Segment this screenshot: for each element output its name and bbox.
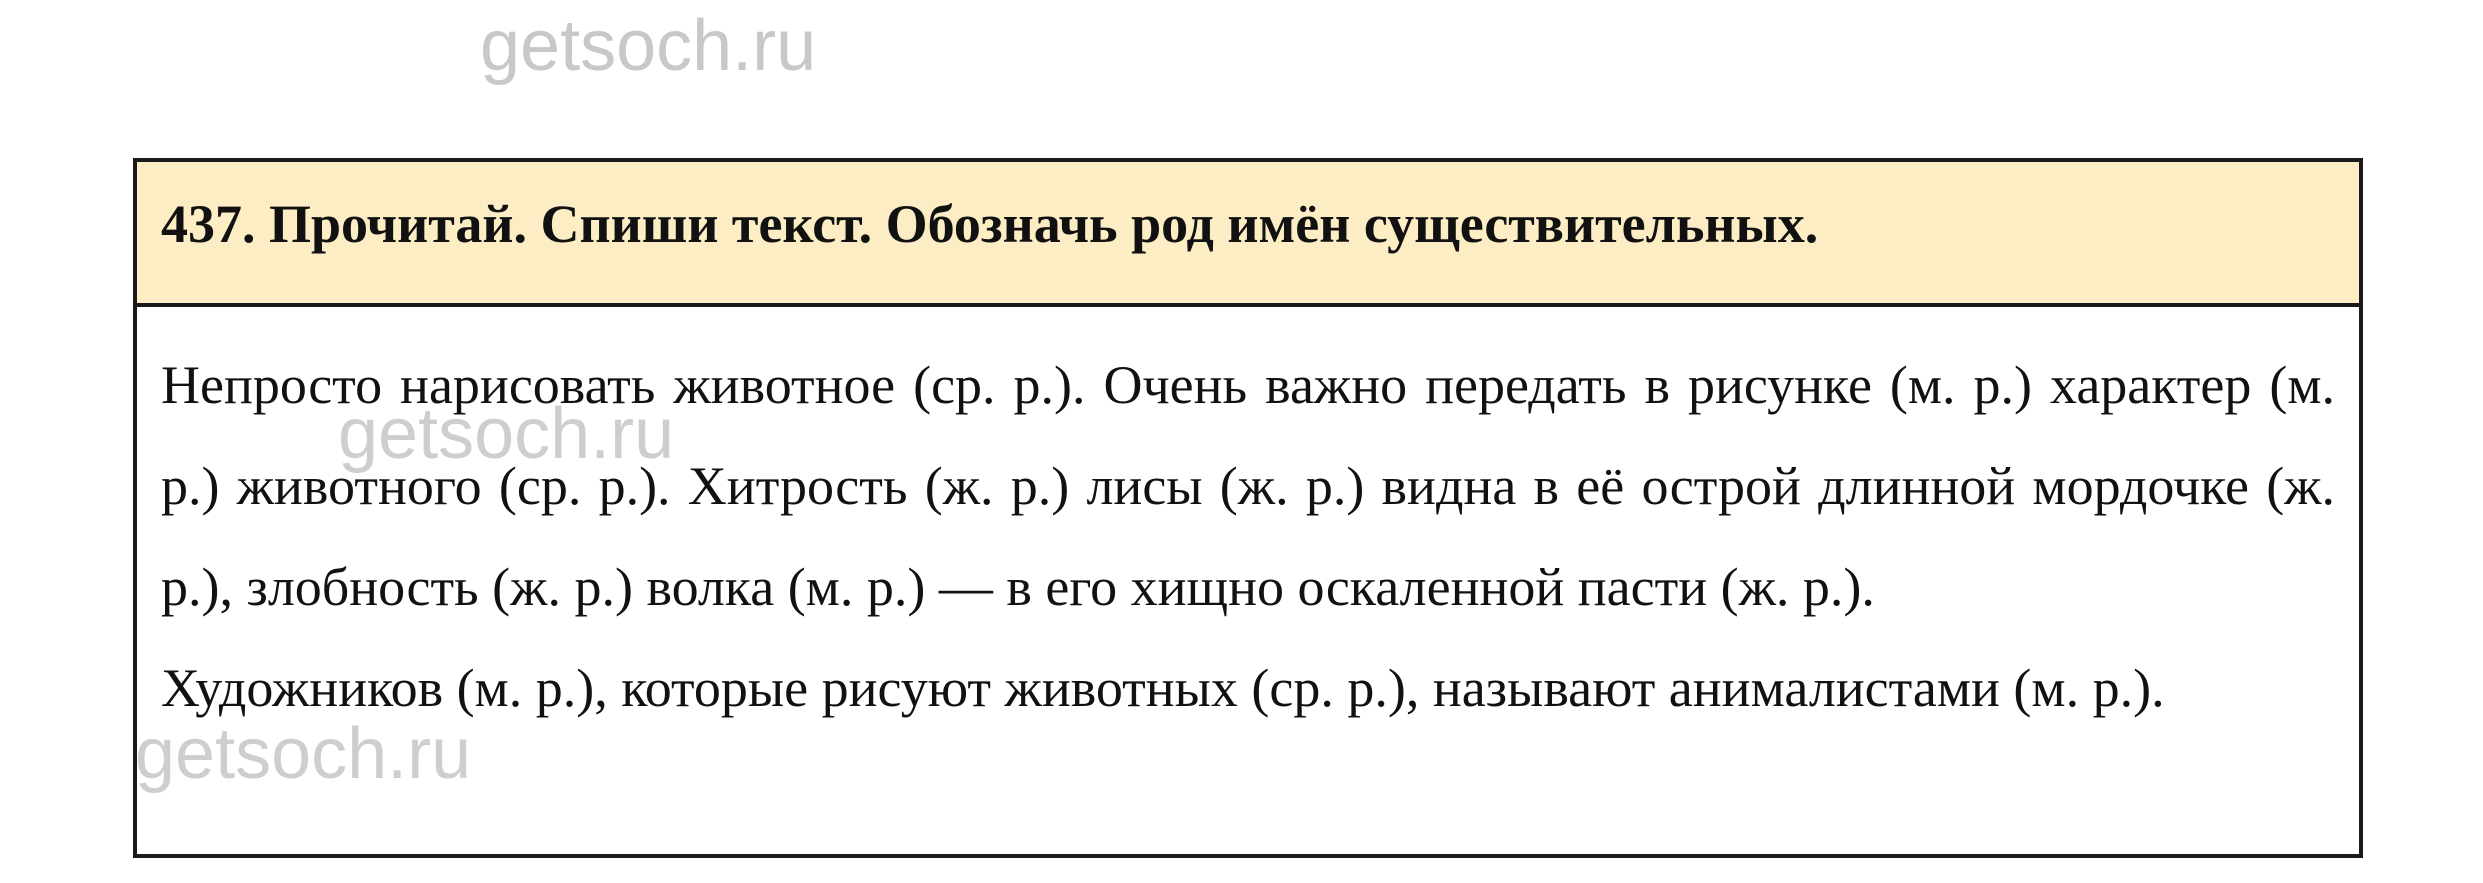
task-title: 437. Прочитай. Спиши текст. Обозначь род имён существительных. <box>137 162 2359 307</box>
task-body <box>137 307 2359 739</box>
watermark-middle: getsoch.ru <box>338 394 675 474</box>
watermark-bottom: getsoch.ru <box>135 714 472 794</box>
task-paragraph-2: Художников (м. р.), которые рисуют животных (ср. р.), называют анималистами (м. р.). <box>161 658 2165 718</box>
task-paragraph-1: Непросто нарисовать животное (ср. р.). Очень важно передать в рисунке (м. р.) характер (м. р.) животного (ср. р.). Хитрость (ж. р.) лисы (ж. р.) видна в её острой длинной мордочке (ж. р.), злобность (ж. р.) волка (м. р.) — в его хищно оскаленной пасти (ж. р.). <box>161 355 2335 617</box>
watermark-top: getsoch.ru <box>480 6 817 86</box>
